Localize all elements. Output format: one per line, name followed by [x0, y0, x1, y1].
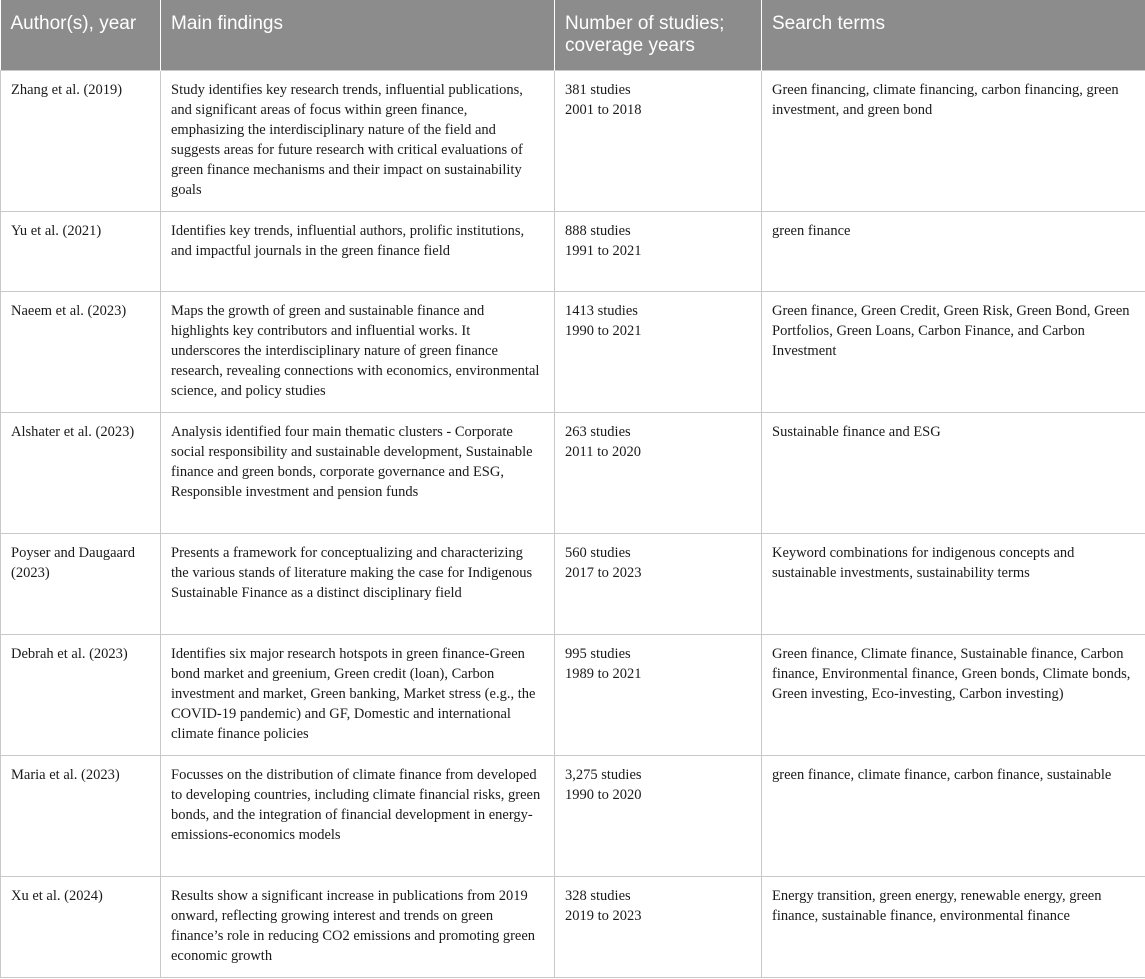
- author-cell: Naeem et al. (2023): [1, 292, 161, 413]
- search-terms-cell: Keyword combinations for indigenous concepts and sustainable investments, sustainability terms: [762, 534, 1145, 635]
- author-cell: Poyser and Daugaard (2023): [1, 534, 161, 635]
- studies-cell: 560 studies 2017 to 2023: [555, 534, 762, 635]
- header-row: [1, 0, 1145, 71]
- search-terms-cell: Green finance, Green Credit, Green Risk, Green Bond, Green Portfolios, Green Loans, Carbon Finance, and Carbon Investment: [762, 292, 1145, 413]
- author-cell: Maria et al. (2023): [1, 756, 161, 877]
- author-cell: Xu et al. (2024): [1, 877, 161, 978]
- studies-cell: 1413 studies 1990 to 2021: [555, 292, 762, 413]
- author-cell: Zhang et al. (2019): [1, 71, 161, 212]
- findings-cell: Identifies key trends, influential authors, prolific institutions, and impactful journals in the green finance field: [161, 212, 555, 292]
- search-terms-cell: Green financing, climate financing, carbon financing, green investment, and green bond: [762, 71, 1145, 212]
- author-cell: Yu et al. (2021): [1, 212, 161, 292]
- table-header: [1, 0, 1145, 71]
- table-row: [1, 413, 1145, 534]
- author-cell: Alshater et al. (2023): [1, 413, 161, 534]
- search-terms-cell: Sustainable finance and ESG: [762, 413, 1145, 534]
- search-terms-cell: Green finance, Climate finance, Sustainable finance, Carbon finance, Environmental finance, Green bonds, Climate bonds, Green investing, Eco-investing, Carbon investing): [762, 635, 1145, 756]
- studies-cell: 888 studies 1991 to 2021: [555, 212, 762, 292]
- table-row: [1, 756, 1145, 877]
- findings-cell: Presents a framework for conceptualizing and characterizing the various stands of literature making the case for Indigenous Sustainable Finance as a distinct disciplinary field: [161, 534, 555, 635]
- findings-cell: Identifies six major research hotspots in green finance-Green bond market and greenium, Green credit (loan), Carbon investment and market, Green banking, Market stress (e.g., the COVID-19 pandemic) and GF, Domestic and international climate finance policies: [161, 635, 555, 756]
- studies-cell: 3,275 studies 1990 to 2020: [555, 756, 762, 877]
- studies-cell: 381 studies 2001 to 2018: [555, 71, 762, 212]
- findings-cell: Study identifies key research trends, influential publications, and significant areas of focus within green finance, emphasizing the interdisciplinary nature of the field and suggests areas for future research with critical evaluations of green finance mechanisms and their impact on sustainability goals: [161, 71, 555, 212]
- findings-cell: Focusses on the distribution of climate finance from developed to developing countries, including climate financial risks, green bonds, and the integration of financial development in energy-emissions-economics models: [161, 756, 555, 877]
- search-terms-cell: green finance, climate finance, carbon finance, sustainable: [762, 756, 1145, 877]
- table-row: [1, 635, 1145, 756]
- author-cell: Debrah et al. (2023): [1, 635, 161, 756]
- header-main-findings: Main findings: [161, 0, 555, 71]
- findings-cell: Results show a significant increase in publications from 2019 onward, reflecting growing interest and trends on green finance’s role in reducing CO2 emissions and promoting green economic growth: [161, 877, 555, 978]
- table-body: [1, 71, 1145, 978]
- studies-cell: 995 studies 1989 to 2021: [555, 635, 762, 756]
- studies-cell: 328 studies 2019 to 2023: [555, 877, 762, 978]
- table-row: [1, 877, 1145, 978]
- table-row: [1, 71, 1145, 212]
- header-author-year: Author(s), year: [1, 0, 161, 71]
- table-row: [1, 292, 1145, 413]
- search-terms-cell: green finance: [762, 212, 1145, 292]
- table-row: [1, 534, 1145, 635]
- studies-cell: 263 studies 2011 to 2020: [555, 413, 762, 534]
- findings-cell: Maps the growth of green and sustainable finance and highlights key contributors and influential works. It underscores the interdisciplinary nature of green finance research, revealing connections with economics, environmental science, and policy studies: [161, 292, 555, 413]
- table-row: [1, 212, 1145, 292]
- header-number-of-studies: Number of studies; coverage years: [555, 0, 762, 71]
- search-terms-cell: Energy transition, green energy, renewable energy, green finance, sustainable finance, environmental finance: [762, 877, 1145, 978]
- findings-cell: Analysis identified four main thematic clusters - Corporate social responsibility and sustainable development, Sustainable finance and green bonds, corporate governance and ESG, Responsible investment and pension funds: [161, 413, 555, 534]
- header-search-terms: Search terms: [762, 0, 1145, 71]
